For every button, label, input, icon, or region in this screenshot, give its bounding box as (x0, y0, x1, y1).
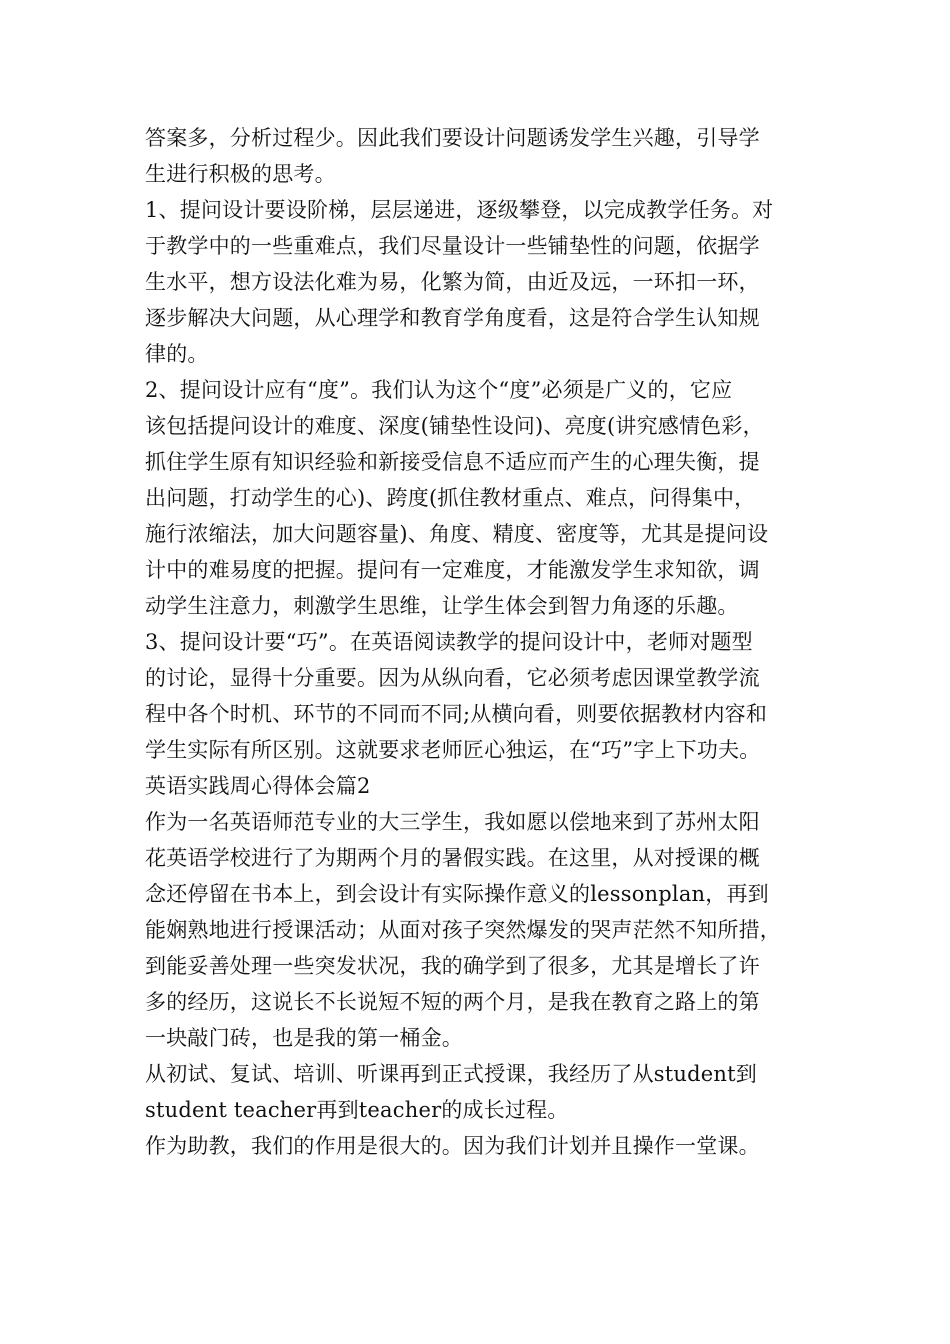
text-line: 到能妥善处理一些突发状况，我的确学到了很多，尤其是增长了许 (145, 954, 760, 978)
text-line: 施行浓缩法，加大问题容量)、角度、精度、密度等，尤其是提问设 (145, 522, 769, 546)
text-line: student teacher再到teacher的成长过程。 (145, 1098, 569, 1122)
text-line: 答案多，分析过程少。因此我们要设计问题诱发学生兴趣，引导学 (145, 126, 760, 150)
text-line: 该包括提问设计的难度、深度(铺垫性设问)、亮度(讲究感情色彩， (145, 414, 764, 438)
text-line: 花英语学校进行了为期两个月的暑假实践。在这里，从对授课的概 (145, 846, 760, 870)
text-line: 多的经历，这说长不长说短不短的两个月，是我在教育之路上的第 (145, 990, 760, 1014)
text-line: 程中各个时机、环节的不同而不同;从横向看，则要依据教材内容和 (145, 702, 768, 726)
text-line: 作为一名英语师范专业的大三学生，我如愿以偿地来到了苏州太阳 (145, 810, 760, 834)
text-line: 从初试、复试、培训、听课再到正式授课，我经历了从student到 (145, 1062, 757, 1086)
text-line: 一块敲门砖，也是我的第一桶金。 (145, 1026, 463, 1050)
text-line: 于教学中的一些重难点，我们尽量设计一些铺垫性的问题，依据学 (145, 234, 760, 258)
text-line: 抓住学生原有知识经验和新接受信息不适应而产生的心理失衡，提 (145, 450, 760, 474)
text-line: 3、提问设计要“巧”。在英语阅读教学的提问设计中，老师对题型 (145, 630, 753, 654)
text-line: 计中的难易度的把握。提问有一定难度，才能激发学生求知欲，调 (145, 558, 760, 582)
text-line: 出问题，打动学生的心)、跨度(抓住教材重点、难点，问得集中， (145, 486, 756, 510)
text-line: 作为助教，我们的作用是很大的。因为我们计划并且操作一堂课。 (145, 1134, 760, 1158)
text-line: 1、提问设计要设阶梯，层层递进，逐级攀登，以完成教学任务。对 (145, 198, 774, 222)
text-line: 动学生注意力，刺激学生思维，让学生体会到智力角逐的乐趣。 (145, 594, 739, 618)
section-heading: 英语实践周心得体会篇2 (145, 774, 371, 798)
text-line: 能娴熟地进行授课活动；从面对孩子突然爆发的哭声茫然不知所措， (145, 918, 781, 942)
text-line: 的讨论，显得十分重要。因为从纵向看，它必须考虑因课堂教学流 (145, 666, 760, 690)
text-line: 念还停留在书本上，到会设计有实际操作意义的lessonplan，再到 (145, 882, 769, 906)
text-line: 生进行积极的思考。 (145, 162, 336, 186)
document-body (145, 120, 810, 1164)
text-line: 2、提问设计应有“度”。我们认为这个“度”必须是广义的，它应 (145, 378, 733, 402)
text-line: 律的。 (145, 342, 209, 366)
text-line: 学生实际有所区别。这就要求老师匠心独运，在“巧”字上下功夫。 (145, 738, 761, 762)
text-line: 生水平，想方设法化难为易，化繁为简，由近及远，一环扣一环， (145, 270, 760, 294)
text-line: 逐步解决大问题，从心理学和教育学角度看，这是符合学生认知规 (145, 306, 760, 330)
